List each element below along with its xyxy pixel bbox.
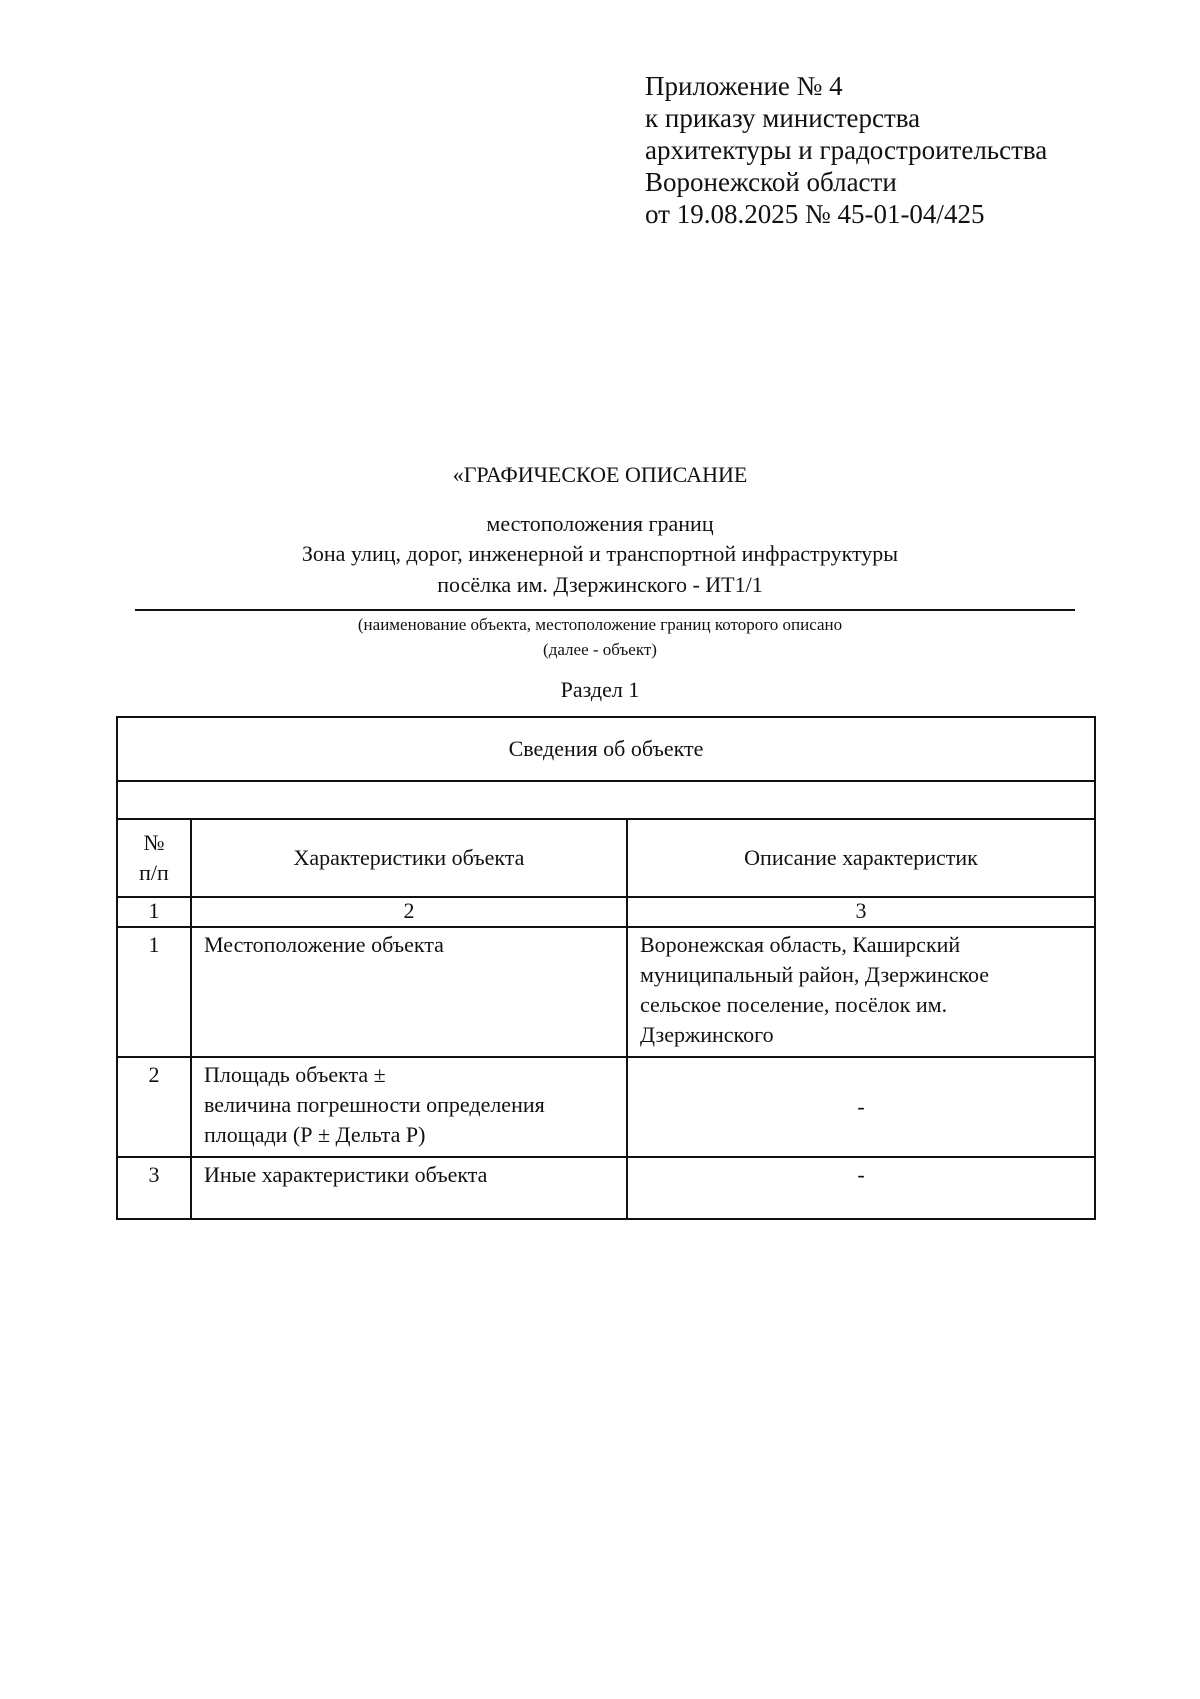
row-description: - — [627, 1057, 1095, 1157]
row-number: 2 — [117, 1057, 191, 1157]
row-number: 1 — [117, 927, 191, 1057]
header-num-cell — [117, 819, 191, 897]
header-num-label: п/п — [139, 860, 169, 885]
header-num-symbol: № — [143, 830, 165, 855]
appendix-line: к приказу министерства — [645, 103, 921, 133]
underline-rule — [135, 609, 1075, 611]
row-description: - — [627, 1157, 1095, 1219]
table-caption: Сведения об объекте — [117, 717, 1095, 781]
table-blank-row — [117, 781, 1095, 819]
column-number-row — [117, 897, 1095, 927]
section-heading: Раздел 1 — [560, 677, 640, 702]
row-characteristic — [191, 927, 627, 1057]
table-row — [117, 927, 1095, 1057]
characteristic-line: величина погрешности определения — [204, 1092, 545, 1117]
object-info-table — [116, 716, 1096, 1220]
row-characteristic — [191, 1157, 627, 1219]
table-blank-cell — [117, 781, 1095, 819]
appendix-block — [645, 70, 1047, 230]
object-caption-line: (далее - объект) — [543, 640, 657, 659]
characteristic-line: площади (Р ± Дельта Р) — [204, 1122, 426, 1147]
characteristic-line: Площадь объекта ± — [204, 1062, 386, 1087]
document-subtitle-line: местоположения границ — [486, 511, 714, 536]
appendix-line: архитектуры и градостроительства — [645, 135, 1048, 165]
column-number: 3 — [627, 897, 1095, 927]
row-characteristic — [191, 1057, 627, 1157]
characteristic-line: Местоположение объекта — [204, 932, 444, 957]
description-line: муниципальный район, Дзержинское — [640, 962, 990, 987]
object-caption-line: (наименование объекта, местоположение границ которого описано — [357, 615, 843, 634]
document-subtitle-line: посёлка им. Дзержинского - ИТ1/1 — [437, 572, 763, 597]
header-description: Описание характеристик — [627, 819, 1095, 897]
appendix-line: от 19.08.2025 № 45-01-04/425 — [645, 199, 985, 229]
appendix-line: Приложение № 4 — [645, 71, 843, 101]
table-row — [117, 1157, 1095, 1219]
document-title: «ГРАФИЧЕСКОЕ ОПИСАНИЕ — [452, 462, 748, 487]
characteristic-line: Иные характеристики объекта — [204, 1162, 488, 1187]
table-caption-row — [117, 717, 1095, 781]
description-line: Дзержинского — [640, 1022, 774, 1047]
header-characteristics: Характеристики объекта — [191, 819, 627, 897]
document-subtitle-line: Зона улиц, дорог, инженерной и транспортной инфраструктуры — [301, 541, 899, 566]
column-number: 2 — [191, 897, 627, 927]
description-line: сельское поселение, посёлок им. — [640, 992, 948, 1017]
column-number: 1 — [117, 897, 191, 927]
description-line: Воронежская область, Каширский — [640, 932, 961, 957]
row-number: 3 — [117, 1157, 191, 1219]
appendix-line: Воронежской области — [645, 167, 897, 197]
table-row — [117, 1057, 1095, 1157]
row-description — [627, 927, 1095, 1057]
table-header-row — [117, 819, 1095, 897]
